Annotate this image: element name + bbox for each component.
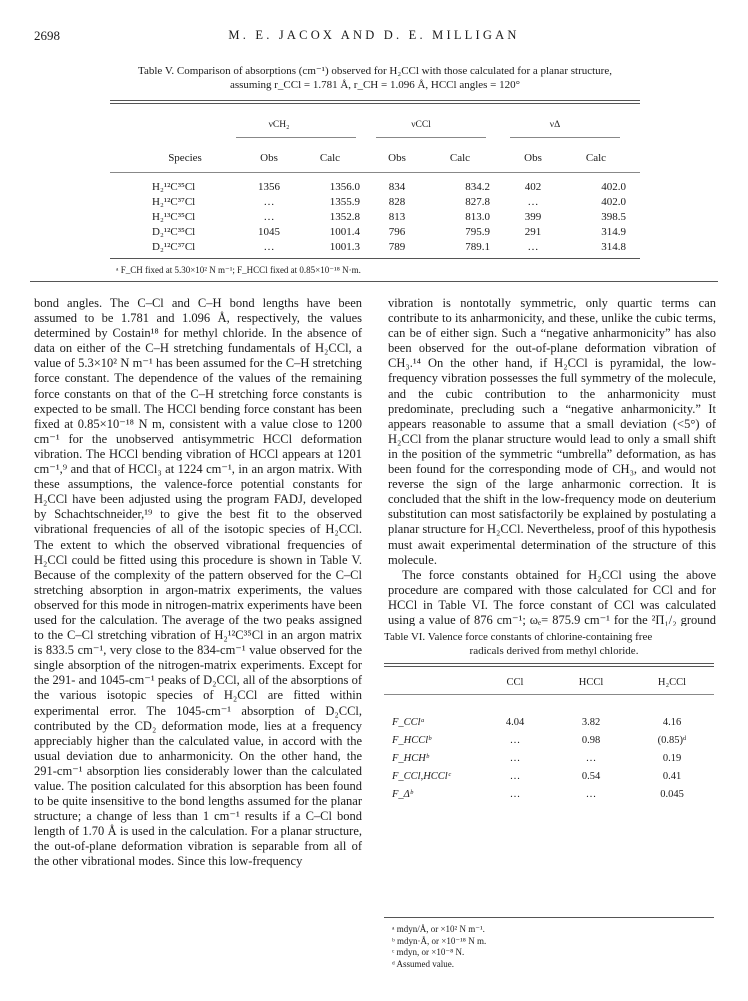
table5-value-cell: 1001.4 (329, 226, 360, 238)
table5-value-cell: 314.8 (601, 241, 626, 253)
table6-caption (384, 630, 724, 658)
table5-value-cell: … (263, 211, 275, 223)
table6-col-hccl: HCCl (578, 677, 604, 688)
table5-group-header: νCCl (411, 120, 431, 130)
table5-value-cell: 402.0 (601, 181, 626, 193)
table5-caption-line1: Table V. Comparison of absorptions (cm⁻¹) observed for H₂CCl with those calculated for a planar structure, (138, 65, 612, 77)
table5-value-cell: 1045 (258, 226, 280, 238)
table5-bottom-rule (110, 258, 640, 259)
table6-value-cell: … (509, 735, 521, 746)
table6-footnote: ᵈ Assumed value. (392, 958, 455, 969)
table5-value-cell: … (263, 241, 275, 253)
table5-value-cell: 813.0 (465, 211, 490, 223)
table6-footnotes (392, 924, 486, 970)
table5-col-species: Species (168, 152, 202, 164)
table5-value-cell: 399 (524, 211, 542, 223)
table6-footnote: ᵃ mdyn/Å, or ×10² N m⁻¹. (392, 924, 485, 934)
table6-value-cell: 0.19 (662, 753, 682, 764)
table5-species-cell: D₂¹²C³⁷Cl (152, 241, 196, 253)
table6-caption-line1: Table VI. Valence force constants of chlorine-containing free (384, 631, 653, 643)
table5-value-cell: 1352.8 (329, 211, 360, 223)
table5-col-obs: Obs (388, 152, 406, 164)
table5-col-calc: Calc (449, 152, 471, 164)
table6-value-cell: … (585, 753, 597, 764)
table6-value-cell: … (509, 771, 521, 782)
table6-footnote: ᵇ mdyn·Å, or ×10⁻¹⁸ N m. (392, 935, 487, 946)
table5-value-cell: 1001.3 (329, 241, 360, 253)
table5-value-cell: 1356.0 (329, 181, 360, 193)
table5-value-cell: 402.0 (601, 196, 626, 208)
table6-header-rule (384, 694, 714, 695)
right-paragraph-2: The force constants obtained for H₂CCl using the above procedure are compared with those calculated for CCl and for HCCl in Table VI. The force constant of CCl was calculated using a value of 876 cm⁻¹; ωₑ= 875.9 cm⁻¹ for the ²Π₁/₂ ground (388, 567, 716, 626)
table6-value-cell: (0.85)ᵈ (657, 735, 687, 746)
table6-row-label: F_HCClᵇ (392, 735, 431, 746)
table6-col-ccl: CCl (506, 677, 524, 688)
table6-footnote: ᶜ mdyn, or ×10⁻⁸ N. (392, 947, 465, 957)
running-head: M. E. JACOX AND D. E. MILLIGAN (228, 28, 520, 42)
table5-value-cell: … (527, 241, 539, 253)
table6-row-label: F_Δᵇ (392, 789, 413, 800)
table5-section-rule (30, 281, 718, 282)
table5-species-cell: H₂¹³C³⁵Cl (152, 211, 196, 223)
table6-col-h2ccl: H₂CCl (657, 677, 687, 688)
table6-bottom-rule (384, 917, 714, 918)
table5-value-cell: 828 (388, 196, 406, 208)
table5-species-cell: H₂¹²C³⁷Cl (152, 196, 196, 208)
right-paragraph-1: vibration is nontotally symmetric, only quartic terms can contribute to its anharmonicity, and these, unlike the cubic terms, can be of either sign. Such a “negative anharmonicity” has also been observed for the out-of-plane deformation vibration of CH₃.¹⁴ On the other hand, if H₂CCl is pyramidal, the low-frequency vibration possesses the full symmetry of the molecule, and the cubic contribution to the anharmonicity must predominate, precluding such a “negative anharmonicity.” It appears reasonable to assume that a small deviation (<5°) of H₂CCl from the planar structure would lead to only a small shift in the position of the symmetric “umbrella” deformation, as has been found for the corresponding mode of CH₃, and would not reverse the sign of the large anharmonic correction. It is concluded that the shift in the low-frequency mode on deuterium substitution can most satisfactorily be explained by postulating a planar structure for H₂CCl. Nevertheless, proof of this hypothesis must await experimental determination of the structure of this molecule. (388, 296, 716, 567)
table6-value-cell: 0.045 (660, 789, 684, 800)
table5-value-cell: 1355.9 (329, 196, 360, 208)
table5-group-header: νΔ (549, 120, 561, 130)
table5-col-obs: Obs (524, 152, 542, 164)
right-column (388, 296, 716, 626)
table6-value-cell: 0.98 (581, 735, 601, 746)
table6-value-cell: 3.82 (581, 717, 601, 728)
table5-value-cell: 834.2 (465, 181, 490, 193)
table6-row-label: F_HCHᵇ (392, 753, 429, 764)
table5-group-rule (510, 137, 620, 138)
table5-value-cell: 796 (388, 226, 406, 238)
table6-caption-line2: radicals derived from methyl chloride. (469, 645, 639, 657)
table5-value-cell: 789 (388, 241, 406, 253)
table6-value-cell: 0.54 (581, 771, 601, 782)
table5-value-cell: 789.1 (465, 241, 490, 253)
table6-row-label: F_CCl,HCClᶜ (392, 771, 451, 782)
page-number: 2698 (34, 28, 60, 43)
table5-col-obs: Obs (260, 152, 278, 164)
table6-value-cell: 4.04 (505, 717, 525, 728)
table5-species-cell: D₂¹²C³⁵Cl (152, 226, 196, 238)
table5-top-rule-2 (110, 103, 640, 104)
table6-top-rule (384, 663, 714, 664)
table6-top-rule-2 (384, 666, 714, 667)
left-column (34, 296, 362, 870)
table6-value-cell: … (509, 789, 521, 800)
table6-value-cell: … (509, 753, 521, 764)
table5-col-calc: Calc (319, 152, 341, 164)
table5-value-cell: 398.5 (601, 211, 626, 223)
table5-species-cell: H₂¹²C³⁵Cl (152, 181, 196, 193)
left-paragraph: bond angles. The C–Cl and C–H bond lengths have been assumed to be 1.781 and 1.096 Å, respectively, the values determined by Costain¹⁸ for methyl chloride. In the absence of data on either of the C–H stretching fundamentals of H₂CCl, a value of 5.3×10² N m⁻¹ has been assumed for the C–H stretching force constant. The dependence of the values of the remaining force constants on that of the C–H stretching force constants is expected to be small. The HCCl bending force constant has been fixed at 0.85×10⁻¹⁸ N m, consistent with a value close to 1200 cm⁻¹ for the unobserved antisymmetric HCCl deformation vibration. The HCCl bending vibration of HCCl appears at 1201 cm⁻¹,⁹ and that of HCCl₃ at 1224 cm⁻¹, in an argon matrix. With these assumptions, the valence-force potential constants for H₂CCl have been adjusted using the program FADJ, developed by Schachtschneider,¹⁹ to give the best fit to the observed vibrational frequencies of all of the isotopic species of H₂CCl. The extent to which the observed vibrational frequencies of H₂CCl could be fitted using this procedure is shown in Table V. Because of the complexity of the pattern observed for the C–Cl stretching absorption in argon-matrix experiments, the values observed for this mode in nitrogen-matrix experiments have been used for the calculation. The average of the two peaks assigned to the C–Cl stretching vibration of H₂¹²C³⁵Cl in an argon matrix is 833.5 cm⁻¹, very close to the 834-cm⁻¹ value observed for the single absorption of the nitrogen-matrix experiments. Except for the 291- and 1045-cm⁻¹ peaks of D₂CCl, all of the absorptions of the various isotopic species of H₂CCl are fitted within experimental error. The 1045-cm⁻¹ absorption of D₂CCl, contributed by the CD₂ deformation mode, lies at a frequency appreciably higher than the calculated value, in accord with the usual deviation due to anharmonicity. On the other hand, the 291-cm⁻¹ absorption lies considerably lower than the calculated value. The position calculated for this absorption has been found to be quite insensitive to the bond lengths assumed for the planar structure; a change of less than 1 cm⁻¹ results if a C–Cl bond length of 1.70 Å is used in the calculation. For a planar structure, the out-of-plane deformation vibration is separable from all of the other vibrational modes. Since this low-frequency (34, 296, 362, 869)
table5-group-rule (236, 137, 356, 138)
table5-value-cell: 314.9 (601, 226, 626, 238)
table5-value-cell: … (527, 196, 539, 208)
table5-col-calc: Calc (585, 152, 607, 164)
table5-value-cell: 291 (524, 226, 542, 238)
table5-value-cell: 1356 (258, 181, 280, 193)
table5-value-cell: 834 (388, 181, 406, 193)
table5-value-cell: … (263, 196, 275, 208)
table5-group-header: νCH₂ (268, 120, 290, 130)
table5-value-cell: 827.8 (465, 196, 490, 208)
table5-caption (110, 64, 640, 92)
table5-footnote: ᵃ F_CH fixed at 5.30×10² N m⁻¹; F_HCCl fixed at 0.85×10⁻¹⁸ N·m. (116, 265, 361, 275)
table5-top-rule (110, 100, 640, 101)
table5-group-rule (376, 137, 486, 138)
table6-value-cell: 0.41 (662, 771, 682, 782)
table5-value-cell: 795.9 (465, 226, 490, 238)
table5-value-cell: 813 (388, 211, 406, 223)
table5-value-cell: 402 (524, 181, 542, 193)
table6-row-label: F_CClᵃ (392, 717, 425, 728)
table5-header-rule (110, 172, 640, 173)
table6-value-cell: … (585, 789, 597, 800)
table6-value-cell: 4.16 (662, 717, 682, 728)
table5-caption-line2: assuming r_CCl = 1.781 Å, r_CH = 1.096 Å, HCCl angles = 120° (229, 79, 521, 91)
